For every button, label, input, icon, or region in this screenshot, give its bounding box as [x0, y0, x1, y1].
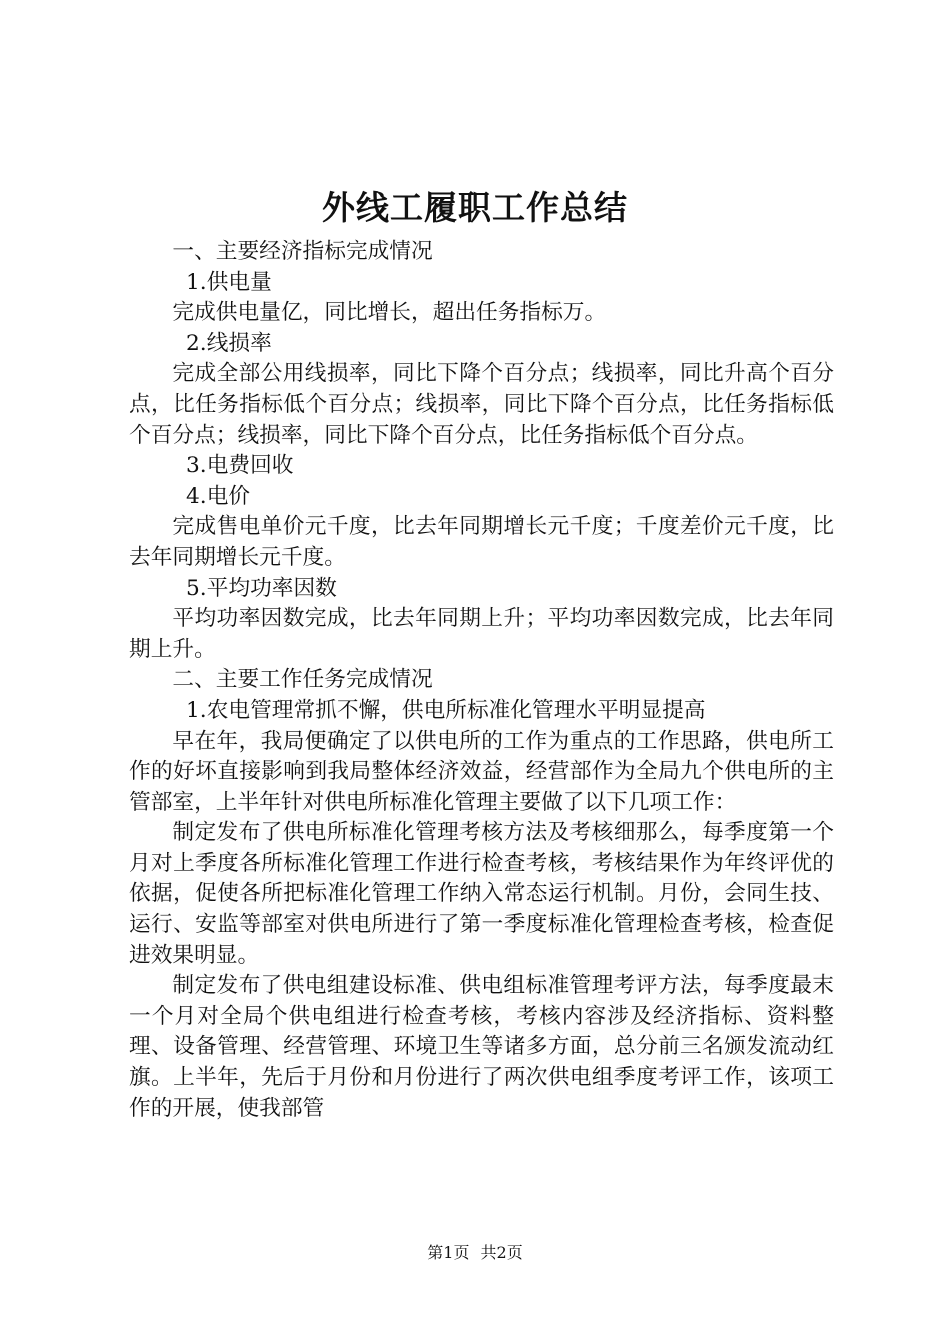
page-footer [0, 1243, 950, 1263]
paragraph-power-supply: 完成供电量亿，同比增长，超出任务指标万。 [172, 300, 607, 326]
paragraph-price: 完成售电单价元千度，比去年同期增长元千度；千度差价元千度，比去年同期增长元千度。 [129, 514, 834, 570]
paragraph-rural-management: 早在年，我局便确定了以供电所的工作为重点的工作思路，供电所工作的好坏直接影响到我局整体经济效益，经营部作为全局九个供电所的主管部室，上半年针对供电所标准化管理主要做了以下几项工作： [129, 728, 834, 815]
paragraph-power-factor: 平均功率因数完成，比去年同期上升；平均功率因数完成，比去年同期上升。 [129, 606, 834, 662]
item-heading-price: 4.电价 [186, 483, 251, 509]
section-heading-1: 一、主要经济指标完成情况 [172, 239, 433, 264]
section-heading-2: 二、主要工作任务完成情况 [172, 667, 433, 693]
paragraph-standardization: 制定发布了供电所标准化管理考核方法及考核细那么，每季度第一个月对上季度各所标准化管理工作进行检查考核，考核结果作为年终评优的依据，促使各所把标准化管理工作纳入常态运行机制。月份，会同生技、运行、安监等部室对供电所进行了第一季度标准化管理检查考核，检查促进效果明显。 [129, 820, 834, 968]
document-body [129, 237, 834, 1124]
item-heading-line-loss: 2.线损率 [186, 330, 272, 356]
item-heading-power-supply: 1.供电量 [186, 269, 272, 295]
item-heading-power-factor: 5.平均功率因数 [186, 575, 337, 601]
paragraph-line-loss: 完成全部公用线损率，同比下降个百分点；线损率，同比升高个百分点，比任务指标低个百分点；线损率，同比下降个百分点，比任务指标低个百分点；线损率，同比下降个百分点，比任务指标低个百分点。 [129, 361, 834, 448]
item-heading-rural-management: 1.农电管理常抓不懈，供电所标准化管理水平明显提高 [186, 697, 706, 723]
page-total: 共2页 [480, 1243, 523, 1262]
paragraph-supply-group: 制定发布了供电组建设标准、供电组标准管理考评方法，每季度最末一个月对全局个供电组进行检查考核，考核内容涉及经济指标、资料整理、设备管理、经营管理、环境卫生等诸多方面，总分前三名颁发流动红旗。上半年，先后于月份和月份进行了两次供电组季度考评工作，该项工作的开展，使我部管 [129, 973, 834, 1121]
page-number: 第1页 [427, 1243, 470, 1262]
document-title: 外线工履职工作总结 [322, 188, 628, 227]
item-heading-fee-recovery: 3.电费回收 [186, 453, 294, 479]
